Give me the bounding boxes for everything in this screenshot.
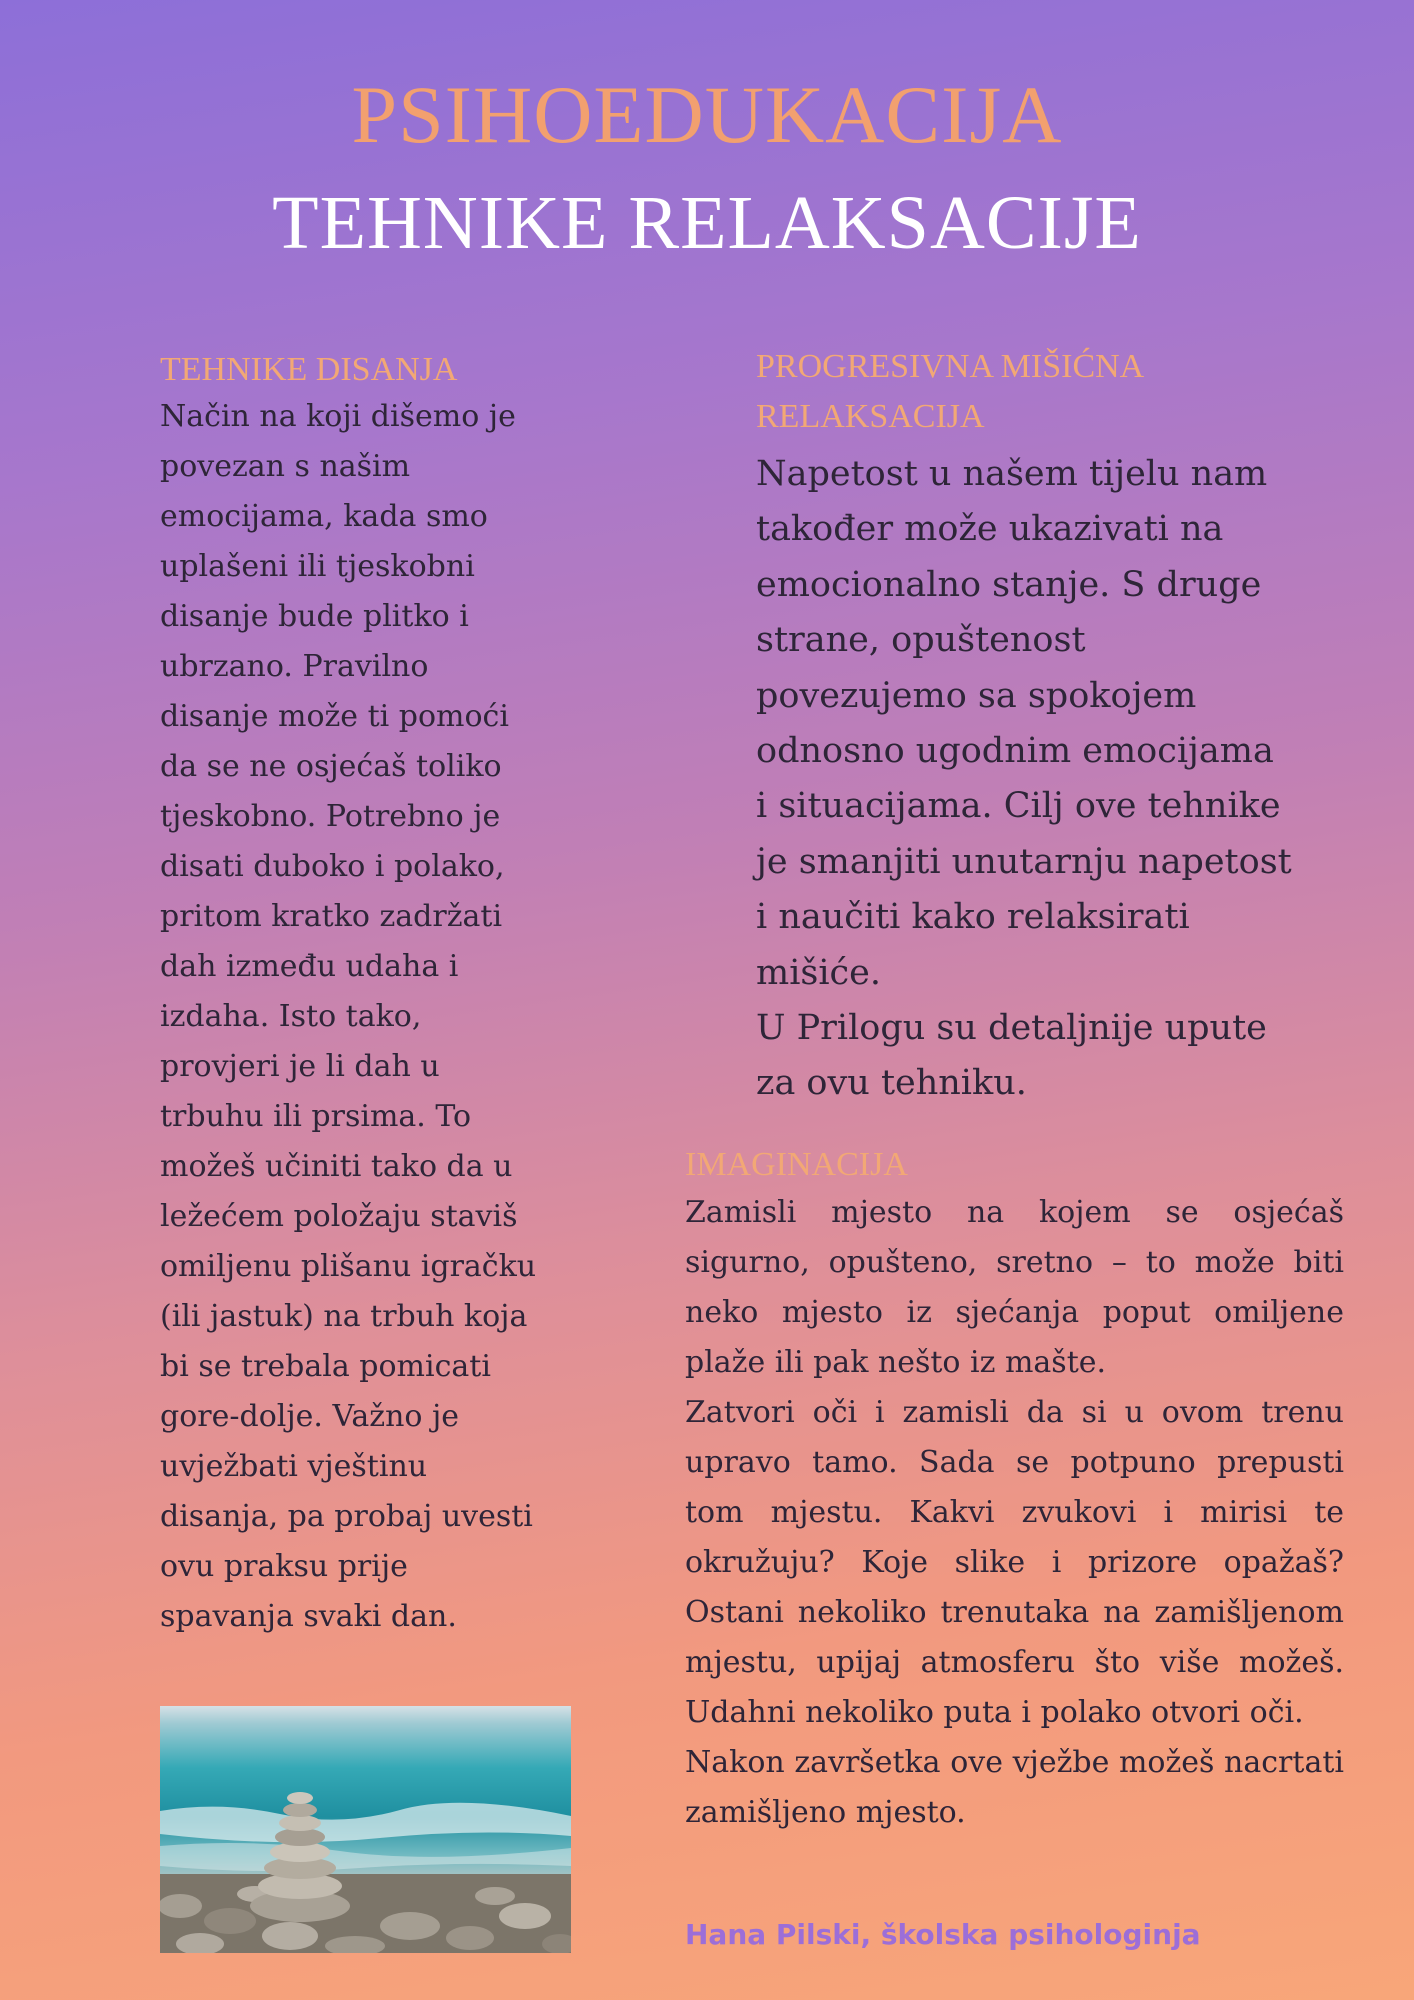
imagination-paragraph-3: Nakon završetka ove vježbe možeš nacrtati zamišljeno mjesto. [685, 1745, 1344, 1830]
section-heading-muscle-line1: PROGRESIVNA MIŠIĆNA [756, 348, 1145, 385]
section-text-imagination [685, 1188, 1344, 1838]
stacked-stones-photo [160, 1706, 571, 1953]
page-subtitle: TEHNIKE RELAKSACIJE [272, 181, 1142, 265]
muscle-paragraph-2: U Prilogu su detaljnije upute za ovu tehniku. [756, 1008, 1267, 1104]
author-credit: Hana Pilski, školska psihologinja [685, 1918, 1201, 1951]
imagination-paragraph-2: Zatvori oči i zamisli da si u ovom trenu upravo tamo. Sada se potpuno prepusti tom mjestu. Kakvi zvukovi i mirisi te okružuju? Koje slike i prizore opažaš? Ostani nekoliko trenutaka na zamišljenom mjestu, upijaj atmosferu što više možeš. Udahni nekoliko puta i polako otvori oči. [685, 1395, 1344, 1730]
imagination-paragraph-1: Zamisli mjesto na kojem se osjećaš sigurno, opušteno, sretno – to može biti neko mjesto iz sjećanja poput omiljene plaže ili pak nešto iz mašte. [685, 1195, 1344, 1380]
breathing-paragraph: Način na koji dišemo je povezan s našim emocijama, kada smo uplašeni ili tjeskobni disanje bude plitko i ubrzano. Pravilno disanje može ti pomoći da se ne osjećaš toliko tjeskobno. Potrebno je disati duboko i polako, pritom kratko zadržati dah između udaha i izdaha. Isto tako, provjeri je li dah u trbuhu ili prsima. To možeš učiniti tako da u ležećem položaju staviš omiljenu plišanu igračku (ili jastuk) na trbuh koja bi se trebala pomicati gore-dolje. Važno je uvježbati vještinu disanja, pa probaj uvesti ovu praksu prije spavanja svaki dan. [160, 399, 537, 1634]
section-heading-breathing: TEHNIKE DISANJA [160, 351, 458, 388]
page-title: PSIHOEDUKACIJA [351, 69, 1063, 160]
section-text-breathing [160, 392, 545, 1642]
stacked-stones-illustration [160, 1706, 571, 1953]
section-heading-muscle-line2: RELAKSACIJA [756, 398, 985, 435]
section-heading-imagination: IMAGINACIJA [685, 1146, 908, 1183]
section-heading-muscle [756, 342, 1144, 442]
section-text-muscle [756, 447, 1296, 1112]
muscle-paragraph-1: Napetost u našem tijelu nam također može ukazivati na emocionalno stanje. S druge strane, opuštenost povezujemo sa spokojem odnosno ugodnim emocijama i situacijama. Cilj ove tehnike je smanjiti unutarnju napetost i naučiti kako relaksirati mišiće. [756, 454, 1292, 993]
